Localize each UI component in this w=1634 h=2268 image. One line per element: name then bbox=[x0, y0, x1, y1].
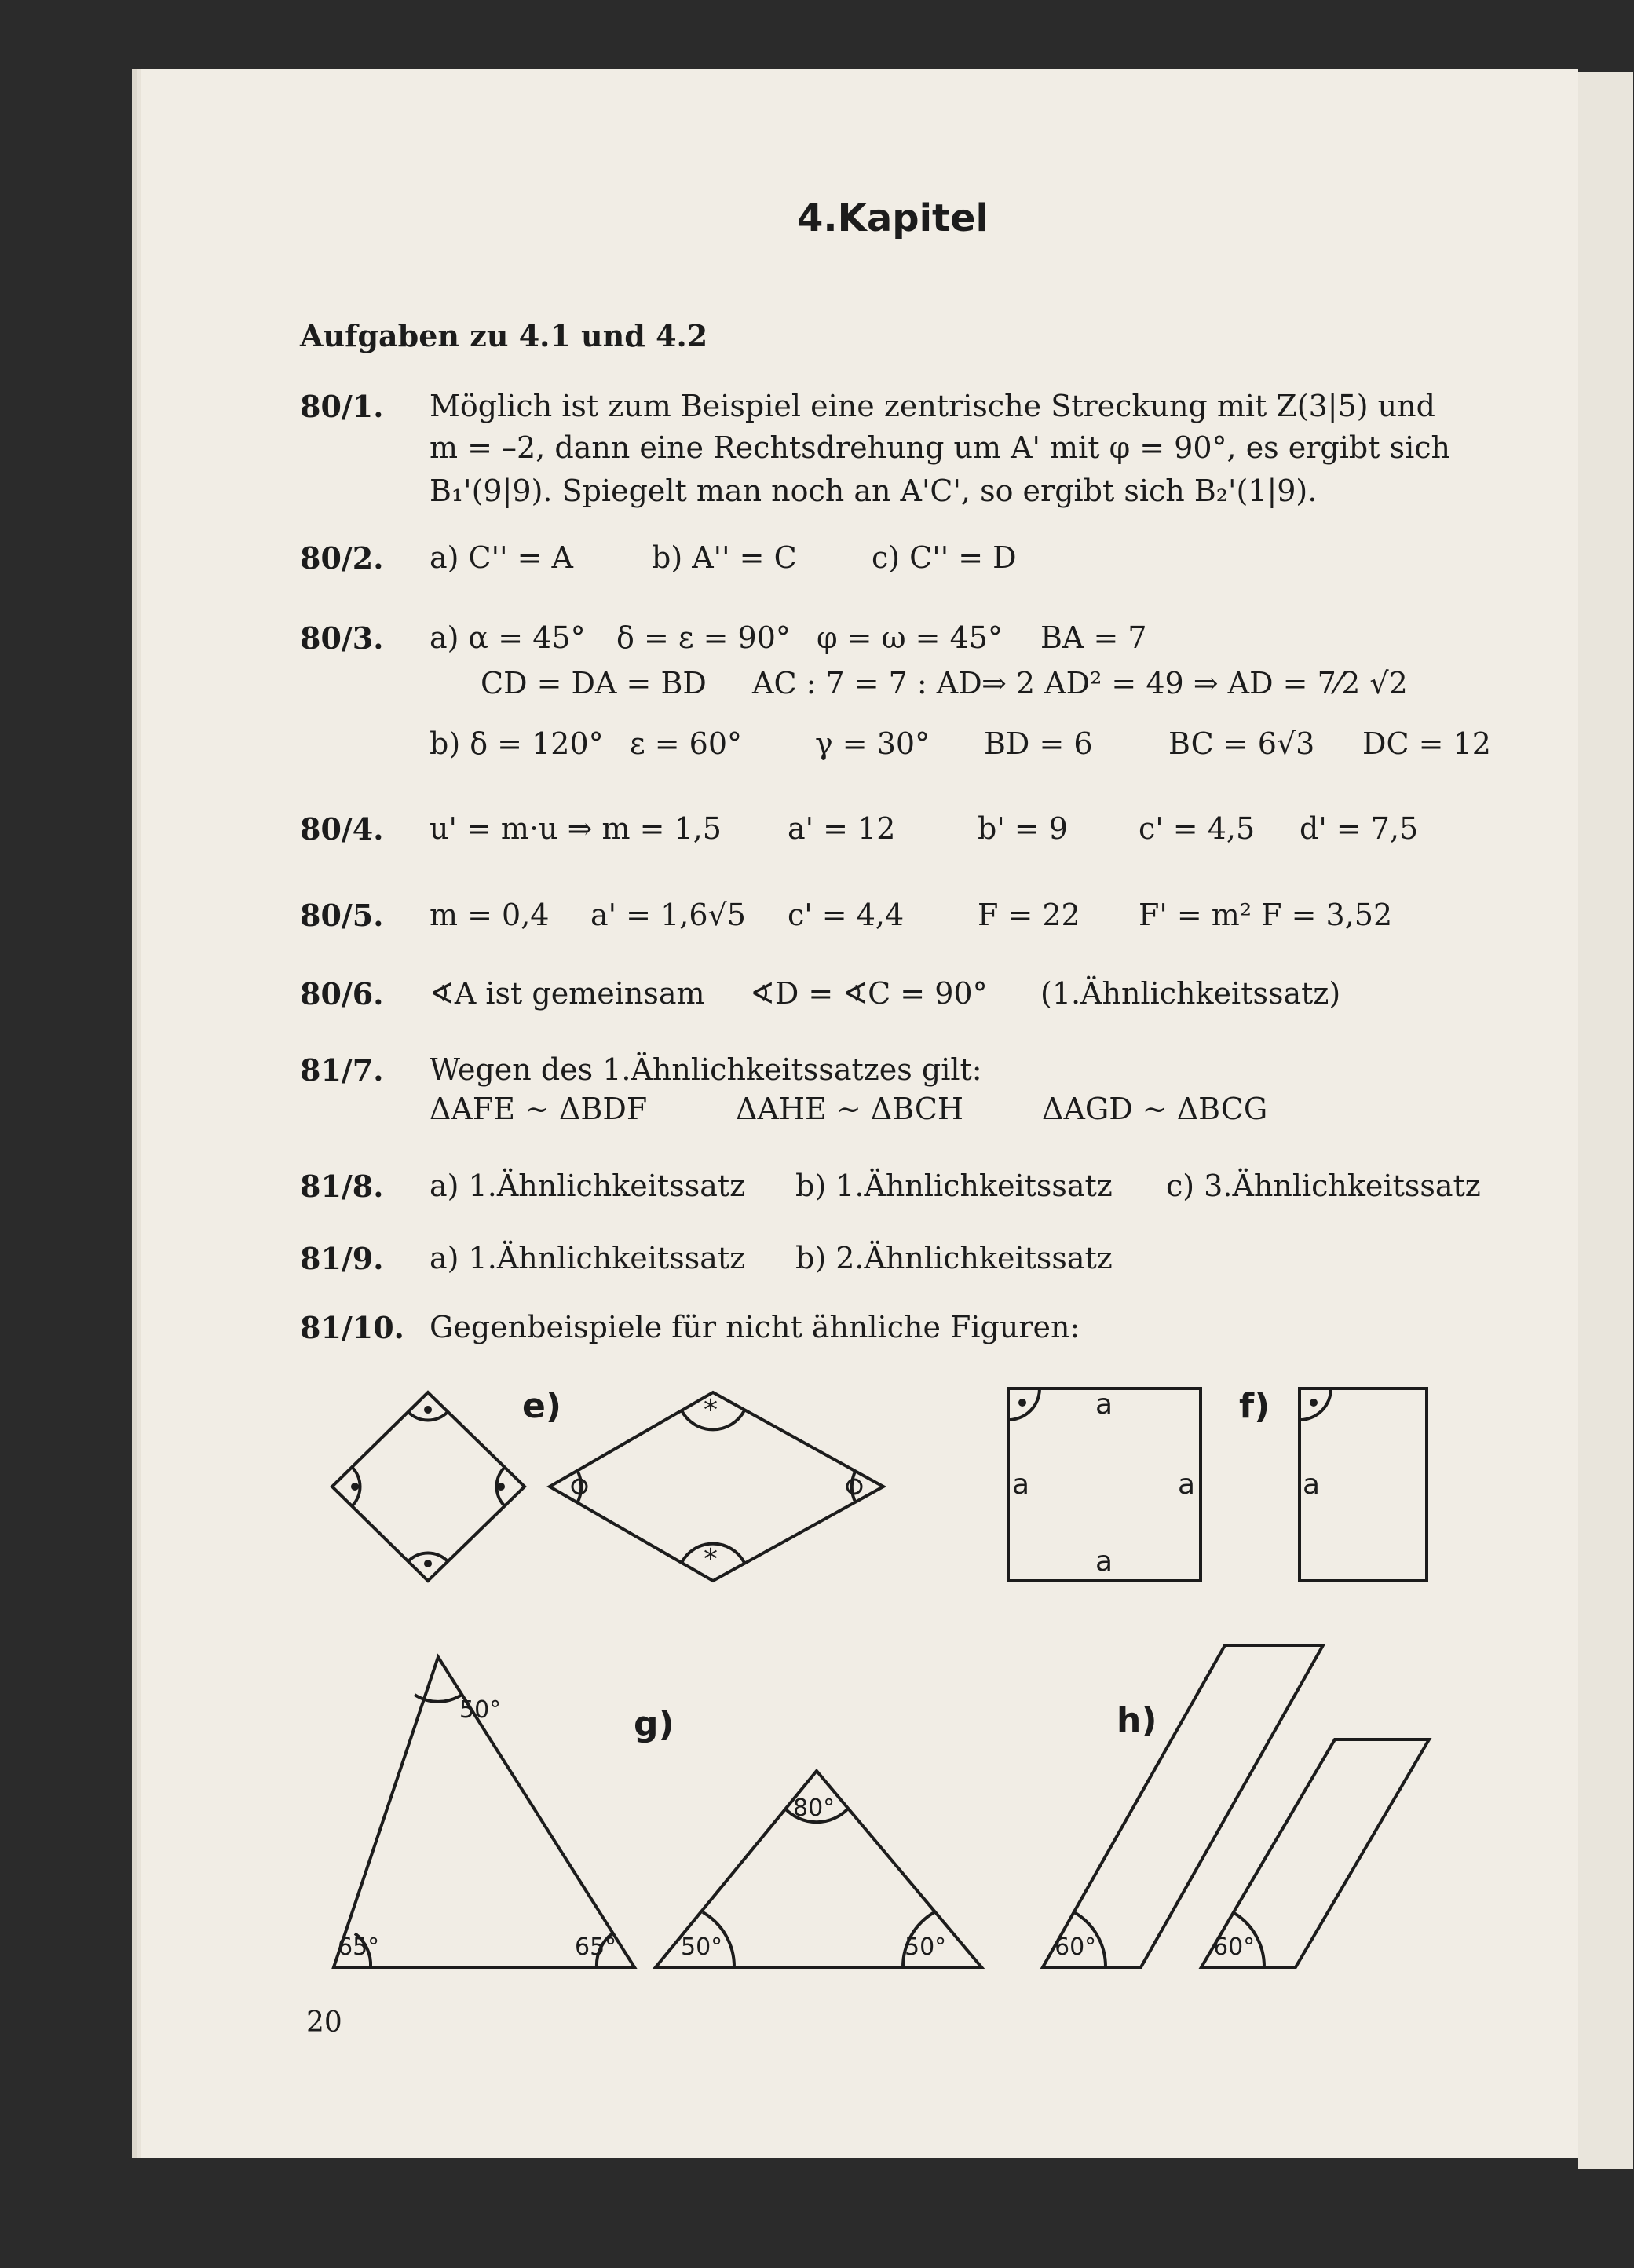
answer-item: ε = 60° bbox=[630, 726, 743, 761]
problem-number: 80/5. bbox=[300, 898, 384, 933]
angle-dot bbox=[1018, 1399, 1026, 1407]
star-mark: * bbox=[704, 1394, 718, 1426]
answer-item: a) C'' = A bbox=[430, 540, 573, 575]
figure-label-e: e) bbox=[522, 1386, 561, 1426]
answer-item: ∢A ist gemeinsam bbox=[430, 976, 705, 1011]
answer-item: b) A'' = C bbox=[652, 540, 797, 575]
answer-item: a' = 1,6√5 bbox=[590, 898, 746, 932]
answer-item: d' = 7,5 bbox=[1300, 811, 1419, 846]
angle-mark bbox=[577, 1470, 581, 1503]
section-title: Aufgaben zu 4.1 und 4.2 bbox=[300, 318, 708, 353]
answer-item: BD = 6 bbox=[984, 726, 1093, 761]
answer-item: (1.Ähnlichkeitssatz) bbox=[1040, 976, 1341, 1011]
answer-item: CD = DA = BD bbox=[481, 666, 707, 701]
angle-dot bbox=[424, 1406, 432, 1414]
side-label: a bbox=[1303, 1469, 1321, 1501]
answer-item: c) C'' = D bbox=[872, 540, 1017, 575]
figure-label-h: h) bbox=[1117, 1700, 1157, 1740]
problem-number: 81/10. bbox=[300, 1310, 404, 1345]
answer-item: b) δ = 120° bbox=[430, 726, 604, 761]
answer-item: ΔAFE ~ ΔBDF bbox=[430, 1092, 648, 1126]
angle-label: 60° bbox=[1055, 1933, 1097, 1961]
angle-mark bbox=[852, 1470, 856, 1503]
answer-item: a) 1.Ähnlichkeitssatz bbox=[430, 1169, 746, 1203]
answer-item: u' = m·u ⇒ m = 1,5 bbox=[430, 811, 722, 846]
side-label: a bbox=[1095, 1546, 1113, 1578]
side-label: a bbox=[1012, 1469, 1030, 1501]
answer-item: BA = 7 bbox=[1040, 620, 1147, 655]
problem-number: 80/3. bbox=[300, 620, 384, 656]
answer-item: BC = 6√3 bbox=[1168, 726, 1315, 761]
answer-item: m = 0,4 bbox=[430, 898, 550, 932]
answer-item: b) 2.Ähnlichkeitssatz bbox=[795, 1241, 1113, 1275]
angle-mark bbox=[415, 1695, 462, 1702]
answer-item: γ = 30° bbox=[815, 726, 930, 761]
answer-item: ΔAHE ~ ΔBCH bbox=[736, 1092, 964, 1126]
star-mark: * bbox=[704, 1543, 718, 1575]
problem-number: 80/6. bbox=[300, 976, 384, 1011]
answer-item: δ = ε = 90° bbox=[616, 620, 791, 655]
angle-label: 65° bbox=[575, 1933, 617, 1961]
answer-item: F' = m² F = 3,52 bbox=[1139, 898, 1393, 932]
problem-text-line: Gegenbeispiele für nicht ähnliche Figuren: bbox=[430, 1310, 1080, 1344]
angle-label: 50° bbox=[905, 1933, 947, 1961]
figure-label-g: g) bbox=[634, 1704, 674, 1744]
angle-label: 50° bbox=[459, 1696, 502, 1724]
answer-item: φ = ω = 45° bbox=[817, 620, 1003, 655]
answer-item: b' = 9 bbox=[978, 811, 1068, 846]
answer-item: c' = 4,4 bbox=[788, 898, 905, 932]
page-number: 20 bbox=[306, 2006, 342, 2039]
answer-item: c' = 4,5 bbox=[1139, 811, 1256, 846]
problem-number: 80/4. bbox=[300, 811, 384, 847]
angle-label: 60° bbox=[1213, 1933, 1256, 1961]
problem-number: 81/7. bbox=[300, 1052, 384, 1088]
problem-number: 80/1. bbox=[300, 389, 384, 424]
angle-dot bbox=[497, 1483, 505, 1491]
problem-text-line: B₁'(9|9). Spiegelt man noch an A'C', so ergibt sich B₂'(1|9). bbox=[430, 474, 1318, 508]
angle-label: 50° bbox=[681, 1933, 723, 1961]
problem-number: 81/8. bbox=[300, 1169, 384, 1204]
figure-label-f: f) bbox=[1239, 1386, 1270, 1426]
answer-item: c) 3.Ähnlichkeitssatz bbox=[1166, 1169, 1481, 1203]
angle-dot bbox=[424, 1560, 432, 1567]
angle-dot bbox=[1310, 1399, 1318, 1407]
side-label: a bbox=[1095, 1388, 1113, 1421]
chapter-title: 4.Kapitel bbox=[797, 196, 989, 240]
answer-item: b) 1.Ähnlichkeitssatz bbox=[795, 1169, 1113, 1203]
side-label: a bbox=[1178, 1469, 1196, 1501]
answer-item: a' = 12 bbox=[788, 811, 896, 846]
answer-item: a) α = 45° bbox=[430, 620, 586, 655]
problem-text-line: Möglich ist zum Beispiel eine zentrische Streckung mit Z(3|5) und bbox=[430, 389, 1435, 423]
angle-circle bbox=[847, 1480, 861, 1494]
answer-item: ∢D = ∢C = 90° bbox=[750, 976, 988, 1011]
answer-item: DC = 12 bbox=[1362, 726, 1491, 761]
problem-text-line: m = –2, dann eine Rechtsdrehung um A' mit φ = 90°, es ergibt sich bbox=[430, 430, 1450, 465]
answer-item: a) 1.Ähnlichkeitssatz bbox=[430, 1241, 746, 1275]
angle-label: 80° bbox=[793, 1794, 835, 1822]
answer-item: ΔAGD ~ ΔBCG bbox=[1042, 1092, 1268, 1126]
angle-dot bbox=[351, 1483, 359, 1491]
angle-label: 65° bbox=[338, 1933, 380, 1961]
problem-text-line: Wegen des 1.Ähnlichkeitssatzes gilt: bbox=[430, 1052, 982, 1087]
answer-item: ⇒ 2 AD² = 49 ⇒ AD = 7⁄2 √2 bbox=[981, 666, 1408, 701]
problem-number: 80/2. bbox=[300, 540, 384, 576]
answer-item: F = 22 bbox=[978, 898, 1080, 932]
answer-item: AC : 7 = 7 : AD bbox=[752, 666, 982, 701]
problem-number: 81/9. bbox=[300, 1241, 384, 1276]
